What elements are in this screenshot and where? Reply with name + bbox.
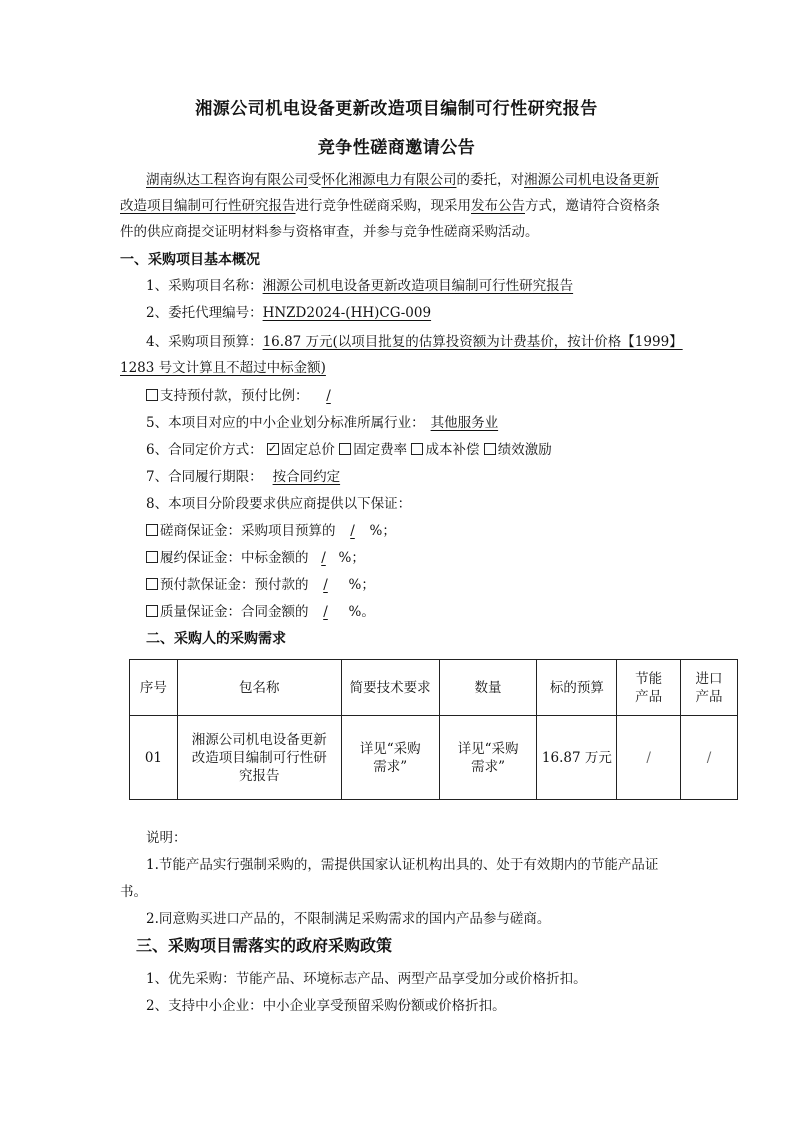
bid-guarantee-checkbox[interactable] [146,524,158,536]
industry-value: 其他服务业 [430,415,499,431]
project-name-part-a: 湘源公司机电设备更新 [524,172,659,188]
header-cell: 进口产品 [681,660,738,716]
item-pricing: 6、合同定价方式： ✓ 固定总价 固定费率 成本补偿 绩效激励 [146,441,552,459]
imported-cell: / [681,716,738,800]
pricing-fixed-rate-checkbox[interactable] [339,443,351,455]
agent-name: 湖南纵达工程咨询有限公司 [146,172,308,188]
table-header-row [130,660,738,716]
guarantee-prepayment: 预付款保证金：预付款的 / %； [146,576,375,594]
quantity-cell: 详见“采购需求” [439,716,537,800]
prepayment-ratio: / [326,388,331,404]
guarantee-quality: 质量保证金：合同金额的 / %。 [146,603,375,621]
performance-guarantee-checkbox[interactable] [146,551,158,563]
prepayment-guarantee-checkbox[interactable] [146,578,158,590]
section3-heading: 三、采购项目需落实的政府采购政策 [136,936,393,955]
document-subtitle: 竞争性磋商邀请公告 [317,138,476,158]
notes-title: 说明： [146,830,187,846]
item-guarantees: 8、本项目分阶段要求供应商提供以下保证： [146,496,412,512]
table-row [130,716,738,800]
budget-value-a: 16.87 万元(以项目批复的估算投资额为计费基价，按计价格【1999】 [262,334,683,350]
row-number-cell: 01 [130,716,178,800]
header-cell: 节能产品 [617,660,681,716]
procurement-method: 发布公告 [471,198,525,214]
prepayment-checkbox[interactable] [146,389,158,401]
header-cell: 序号 [130,660,178,716]
item-project-name: 1、采购项目名称：湘源公司机电设备更新改造项目编制可行性研究报告 [146,278,574,294]
pricing-performance-checkbox[interactable] [484,443,496,455]
document-title: 湘源公司机电设备更新改造项目编制可行性研究报告 [195,99,598,119]
header-cell: 数量 [439,660,537,716]
agency-number-value: HNZD2024-(HH)CG-009 [262,305,432,321]
note-1: 1.节能产品实行强制采购的，需提供国家认证机构出具的、处于有效期内的节能产品证 [146,857,659,873]
header-cell: 简要技术要求 [341,660,439,716]
note-1-cont: 书。 [120,884,147,900]
contract-term-value: 按合同约定 [272,469,341,485]
policy-2: 2、支持中小企业：中小企业享受预留采购份额或价格折扣。 [146,998,506,1014]
section2-heading: 二、采购人的采购需求 [146,631,286,647]
energy-saving-cell: / [617,716,681,800]
item-industry: 5、本项目对应的中小企业划分标准所属行业： 其他服务业 [146,414,504,432]
item-contract-term: 7、合同履行期限： 按合同约定 [146,469,341,485]
header-cell: 标的预算 [537,660,617,716]
section1-heading: 一、采购项目基本概况 [120,252,260,268]
intro-line-1: 湖南纵达工程咨询有限公司受怀化湘源电力有限公司的委托，对湘源公司机电设备更新 [146,172,659,188]
item-agency-number: 2、委托代理编号：HNZD2024-(HH)CG-009 [146,305,432,321]
item-prepayment: 支持预付款，预付比例： / [146,387,349,405]
guarantee-bid: 磋商保证金：采购项目预算的 / %； [146,522,396,540]
pricing-cost-plus-checkbox[interactable] [411,443,423,455]
package-name-cell: 湘源公司机电设备更新改造项目编制可行性研究报告 [177,716,341,800]
note-2: 2.同意购买进口产品的，不限制满足采购需求的国内产品参与磋商。 [146,911,551,927]
budget-value-b: 1283 号文计算且不超过中标金额) [120,360,326,376]
quality-guarantee-checkbox[interactable] [146,605,158,617]
client-name: 怀化湘源电力有限公司 [321,172,457,188]
header-cell: 包名称 [177,660,341,716]
item-budget-cont [120,359,326,377]
policy-1: 1、优先采购：节能产品、环境标志产品、两型产品享受加分或价格折扣。 [146,971,587,987]
pricing-fixed-total-checkbox[interactable] [267,443,279,455]
intro-line-2: 改造项目编制可行性研究报告进行竞争性磋商采购，现采用发布公告方式，邀请符合资格条 [120,198,660,214]
requirements-table [129,659,738,800]
project-name-value: 湘源公司机电设备更新改造项目编制可行性研究报告 [262,278,574,294]
item-budget: 4、采购项目预算：16.87 万元(以项目批复的估算投资额为计费基价，按计价格【1999】 [146,334,683,350]
project-name-part-b: 改造项目编制可行性研究报告 [120,198,296,214]
budget-cell: 16.87 万元 [537,716,617,800]
tech-requirement-cell: 详见“采购需求” [341,716,439,800]
intro-line-3: 件的供应商提交证明材料参与资格审查，并参与竞争性磋商采购活动。 [120,224,539,240]
guarantee-performance: 履约保证金：中标金额的 / %； [146,549,365,567]
